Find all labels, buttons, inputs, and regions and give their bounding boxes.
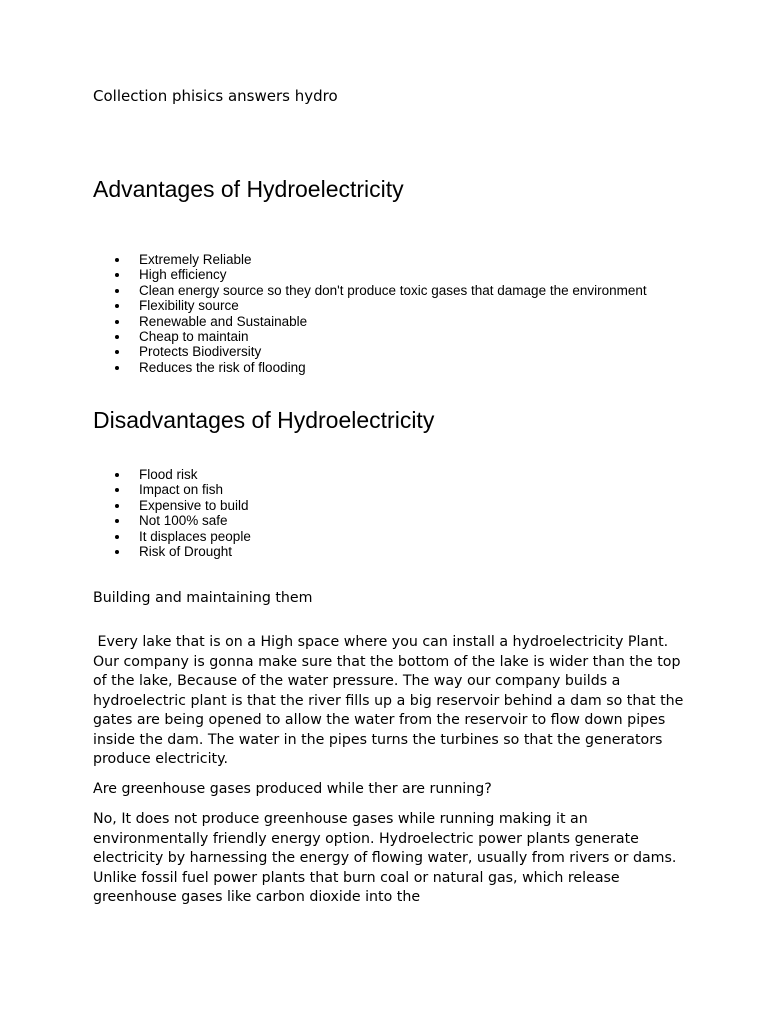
list-item-text: Flood risk [139,467,198,482]
bullet-icon [115,504,119,508]
bullet-icon [115,289,119,293]
list-item-text: Renewable and Sustainable [139,313,308,329]
list-item-text: Reduces the risk of flooding [139,359,306,375]
bullet-icon [115,258,119,262]
list-item-text: Flexibility source [139,298,239,314]
list-item [93,252,647,267]
list-item-text: Extremely Reliable [139,252,252,267]
list-item [93,267,647,282]
list-item [93,529,251,544]
greenhouse-question: Are greenhouse gases produced while ther are running? [93,781,492,797]
list-item [93,344,647,359]
list-item-text: High efficiency [139,267,227,283]
document-title: Collection phisics answers hydro [93,87,338,105]
list-item [93,314,647,329]
bullet-icon [115,535,119,539]
list-item [93,544,251,559]
advantages-list [93,252,647,375]
bullet-icon [115,366,119,370]
advantages-heading: Advantages of Hydroelectricity [93,176,404,202]
bullet-icon [115,320,119,324]
list-item-text: Not 100% safe [139,513,228,529]
bullet-icon [115,304,119,308]
list-item-text: It displaces people [139,528,251,544]
list-item-text: Risk of Drought [139,544,233,560]
list-item [93,482,251,497]
list-item [93,298,647,313]
bullet-icon [115,550,119,554]
bullet-icon [115,488,119,492]
building-paragraph: Every lake that is on a High space where you can install a hydroelectricity Plant. Our company is gonna make sure that the bottom of the lake is wider than the top of the lake, Because of the water pressure. The way our company builds a hydroelectric plant is that the river fills up a big reservoir behind a dam so that the gates are being opened to allow the water from the reservoir to flow down pipes inside the dam. The water in the pipes turns the turbines so that the generators produce electricity. [93,634,688,767]
bullet-icon [115,350,119,354]
list-item-text: Protects Biodiversity [139,344,262,360]
disadvantages-heading: Disadvantages of Hydroelectricity [93,407,435,433]
greenhouse-answer: No, It does not produce greenhouse gases while running making it an environmentally friendly energy option. Hydroelectric power plants generate electricity by harnessing the energy of flowing water, usually from rivers or dams. Unlike fossil fuel power plants that burn coal or natural gas, which release greenhouse gases like carbon dioxide into the [93,811,677,905]
list-item-text: Clean energy source so they don't produce toxic gases that damage the environment [139,282,647,298]
list-item-text: Impact on fish [139,482,224,498]
list-item-text: Expensive to build [139,497,249,513]
list-item-text: Cheap to maintain [139,329,249,345]
list-item [93,360,647,375]
bullet-icon [115,473,119,477]
bullet-icon [115,335,119,339]
building-heading: Building and maintaining them [93,590,313,606]
bullet-icon [115,519,119,523]
list-item [93,498,251,513]
list-item [93,329,647,344]
bullet-icon [115,273,119,277]
list-item [93,283,647,298]
list-item [93,513,251,528]
list-item [93,467,251,482]
disadvantages-list [93,467,251,559]
